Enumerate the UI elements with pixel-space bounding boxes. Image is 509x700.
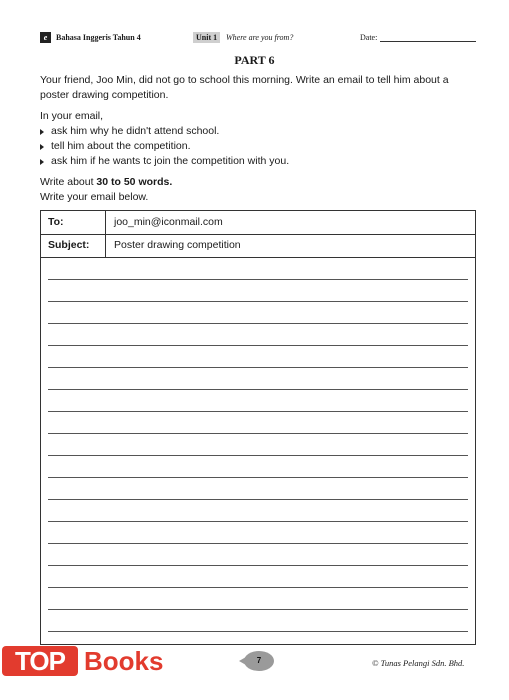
books-word: Books [84, 646, 164, 676]
writing-line [48, 367, 468, 368]
to-label: To: [41, 211, 106, 234]
writing-line [48, 631, 468, 632]
writing-line [48, 345, 468, 346]
writing-line [48, 279, 468, 280]
email-form [40, 210, 476, 645]
unit-badge: Unit 1 [193, 32, 220, 43]
list-item [40, 154, 480, 169]
copyright-notice: © Tunas Pelangi Sdn. Bhd. [372, 658, 465, 668]
bullet-text: ask him if he wants tc join the competition with you. [51, 155, 290, 167]
writing-line [48, 609, 468, 610]
email-body-writing-area[interactable] [48, 257, 468, 637]
part-title: PART 6 [234, 53, 275, 67]
date-label: Date: [360, 33, 378, 42]
book-title: Bahasa Inggeris Tahun 4 [56, 33, 141, 42]
writing-line [48, 433, 468, 434]
date-field[interactable] [380, 41, 476, 42]
word-count-prefix: Write about [40, 176, 97, 188]
writing-line [48, 499, 468, 500]
page-number-badge [244, 651, 274, 671]
instruction-in-email: In your email, [40, 110, 104, 122]
top-badge: TOP [2, 646, 78, 676]
page-header [40, 32, 476, 46]
writing-line [48, 389, 468, 390]
to-value: joo_min@iconmail.com [114, 216, 223, 228]
instruction-intro: Your friend, Joo Min, did not go to school this morning. Write an email to tell him about a poster drawing competition. [40, 74, 449, 101]
unit-subtitle: Where are you from? [226, 33, 294, 42]
word-count-suffix: . [169, 176, 173, 188]
writing-line [48, 301, 468, 302]
writing-line [48, 455, 468, 456]
subject-label: Subject: [41, 234, 106, 257]
writing-line [48, 565, 468, 566]
bullet-arrow-icon [40, 129, 44, 135]
bullet-text: ask him why he didn't attend school. [51, 125, 220, 137]
instruction-bullet-list [40, 124, 480, 169]
bullet-text: tell him about the competition. [51, 140, 191, 152]
writing-line [48, 521, 468, 522]
publisher-logo-icon: e [40, 32, 51, 43]
writing-line [48, 411, 468, 412]
writing-line [48, 543, 468, 544]
writing-line [48, 587, 468, 588]
writing-line [48, 323, 468, 324]
bullet-arrow-icon [40, 144, 44, 150]
word-count-instruction [40, 175, 480, 190]
page-number: 7 [256, 656, 262, 665]
email-subject-row [41, 234, 475, 258]
email-to-row [41, 211, 475, 235]
list-item [40, 124, 480, 139]
write-below-instruction: Write your email below. [40, 191, 149, 203]
word-count-range: 30 to 50 words [96, 176, 170, 188]
topbooks-watermark-logo [2, 644, 182, 682]
subject-value: Poster drawing competition [114, 239, 241, 251]
bullet-arrow-icon [40, 159, 44, 165]
writing-line [48, 477, 468, 478]
list-item [40, 139, 480, 154]
